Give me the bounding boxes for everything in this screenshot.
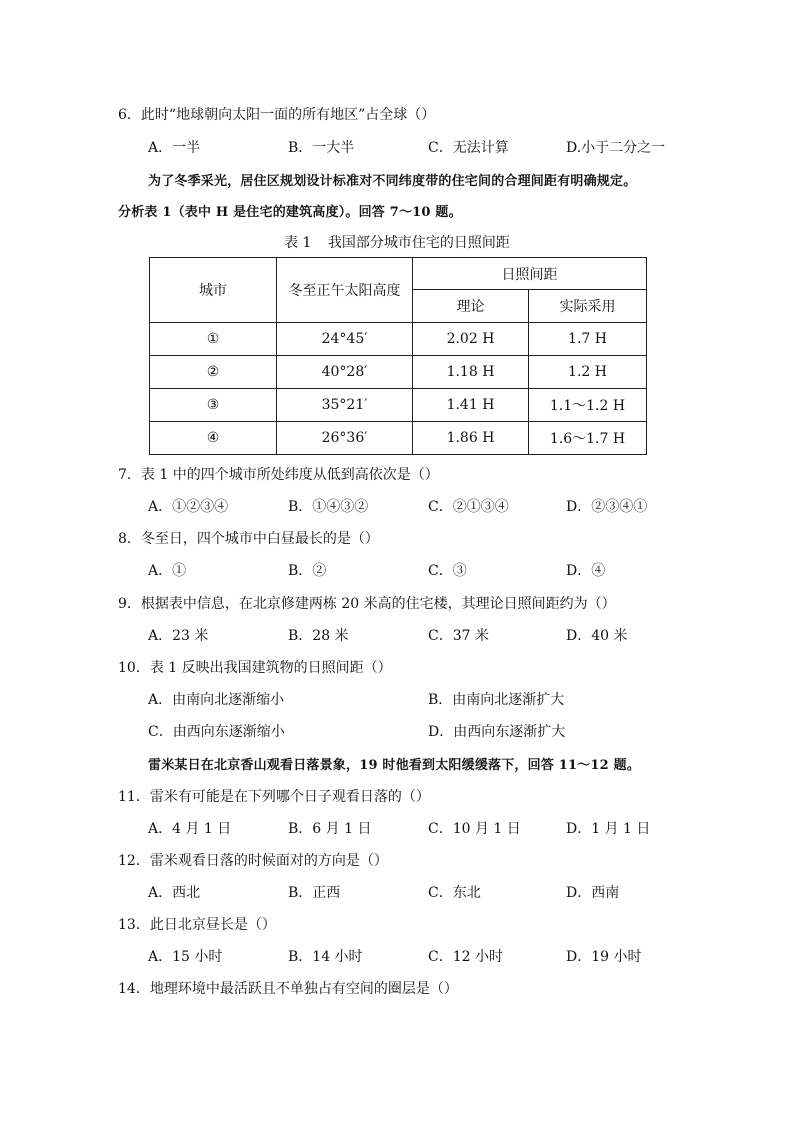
q13-option-a: A．15 小时 (148, 949, 223, 965)
intro-7-10-line2: 分析表 1（表中 H 是住宅的建筑高度）。回答 7～10 题。 (118, 205, 462, 220)
question-11-stem: 11．雷米有可能是在下列哪个日子观看日落的（） (118, 789, 430, 805)
cell-actual: 1.2 H (529, 356, 647, 389)
cell-angle: 40°28′ (277, 356, 413, 389)
q7-option-a: A．①②③④ (148, 499, 229, 515)
header-actual: 实际采用 (529, 290, 647, 323)
q9-option-d: D．40 米 (566, 628, 628, 644)
q12-option-a: A．西北 (148, 885, 201, 901)
intro-7-10-line1: 为了冬季采光，居住区规划设计标准对不同纬度带的住宅间的合理间距有明确规定。 (148, 174, 637, 189)
q11-option-a: A．4 月 1 日 (148, 821, 232, 837)
q10-option-a: A．由南向北逐渐缩小 (148, 692, 285, 708)
cell-theory: 1.18 H (413, 356, 529, 389)
header-solar-altitude: 冬至正午太阳高度 (277, 258, 413, 323)
q6-option-b: B．一大半 (288, 140, 355, 156)
question-13-stem: 13．此日北京昼长是（） (118, 917, 276, 933)
intro-11-12: 雷米某日在北京香山观看日落景象，19 时他看到太阳缓缓落下，回答 11～12 题。 (148, 758, 641, 773)
q7-option-c: C．②①③④ (428, 499, 509, 515)
table-caption (0, 232, 794, 252)
q11-option-d: D．1 月 1 日 (566, 821, 651, 837)
cell-angle: 35°21′ (277, 389, 413, 422)
table-row (150, 422, 647, 455)
table-caption-label: 表 1 (284, 235, 312, 251)
cell-theory: 1.86 H (413, 422, 529, 455)
header-city: 城市 (150, 258, 277, 323)
question-6-stem: 6．此时“地球朝向太阳一面的所有地区”占全球（） (118, 107, 436, 123)
q11-option-c: C．10 月 1 日 (428, 821, 521, 837)
cell-city: ② (150, 356, 277, 389)
q6-option-a: A．一半 (148, 140, 201, 156)
q12-option-b: B．正西 (288, 885, 341, 901)
question-14-stem: 14．地理环境中最活跃且不单独占有空间的圈层是（） (118, 981, 458, 997)
q8-option-c: C．③ (428, 563, 467, 579)
q9-option-c: C．37 米 (428, 628, 489, 644)
q7-option-b: B．①④③② (288, 499, 369, 515)
cell-theory: 2.02 H (413, 323, 529, 356)
cell-actual: 1.7 H (529, 323, 647, 356)
cell-city: ④ (150, 422, 277, 455)
q13-option-d: D．19 小时 (566, 949, 642, 965)
q10-option-d: D．由西向东逐渐扩大 (428, 724, 566, 740)
q8-option-b: B．② (288, 563, 327, 579)
question-12-stem: 12．雷米观看日落的时候面对的方向是（） (118, 853, 388, 869)
q9-option-b: B．28 米 (288, 628, 349, 644)
question-8-stem: 8．冬至日，四个城市中白昼最长的是（） (118, 531, 379, 547)
header-theory: 理论 (413, 290, 529, 323)
q8-option-a: A．① (148, 563, 187, 579)
header-spacing: 日照间距 (413, 258, 647, 290)
cell-actual: 1.6～1.7 H (529, 422, 647, 455)
q12-option-c: C．东北 (428, 885, 481, 901)
q10-option-c: C．由西向东逐渐缩小 (148, 724, 285, 740)
table-row (150, 389, 647, 422)
question-7-stem: 7．表 1 中的四个城市所处纬度从低到高依次是（） (118, 467, 439, 483)
q12-option-d: D．西南 (566, 885, 620, 901)
q8-option-d: D．④ (566, 563, 606, 579)
cell-theory: 1.41 H (413, 389, 529, 422)
question-10-stem: 10．表 1 反映出我国建筑物的日照间距（） (118, 660, 392, 676)
question-9-stem: 9．根据表中信息，在北京修建两栋 20 米高的住宅楼，其理论日照间距约为（） (118, 596, 616, 612)
q13-option-b: B．14 小时 (288, 949, 363, 965)
cell-city: ③ (150, 389, 277, 422)
q9-option-a: A．23 米 (148, 628, 209, 644)
table-row (150, 356, 647, 389)
q6-option-c: C．无法计算 (428, 140, 509, 156)
q7-option-d: D．②③④① (566, 499, 648, 515)
sunlight-spacing-table (149, 257, 647, 455)
table-row (150, 323, 647, 356)
cell-angle: 24°45′ (277, 323, 413, 356)
q13-option-c: C．12 小时 (428, 949, 503, 965)
table-caption-title: 我国部分城市住宅的日照间距 (327, 235, 510, 251)
q6-option-d: D.小于二分之一 (566, 140, 666, 156)
cell-actual: 1.1～1.2 H (529, 389, 647, 422)
cell-angle: 26°36′ (277, 422, 413, 455)
q10-option-b: B．由南向北逐渐扩大 (428, 692, 565, 708)
cell-city: ① (150, 323, 277, 356)
q11-option-b: B．6 月 1 日 (288, 821, 372, 837)
